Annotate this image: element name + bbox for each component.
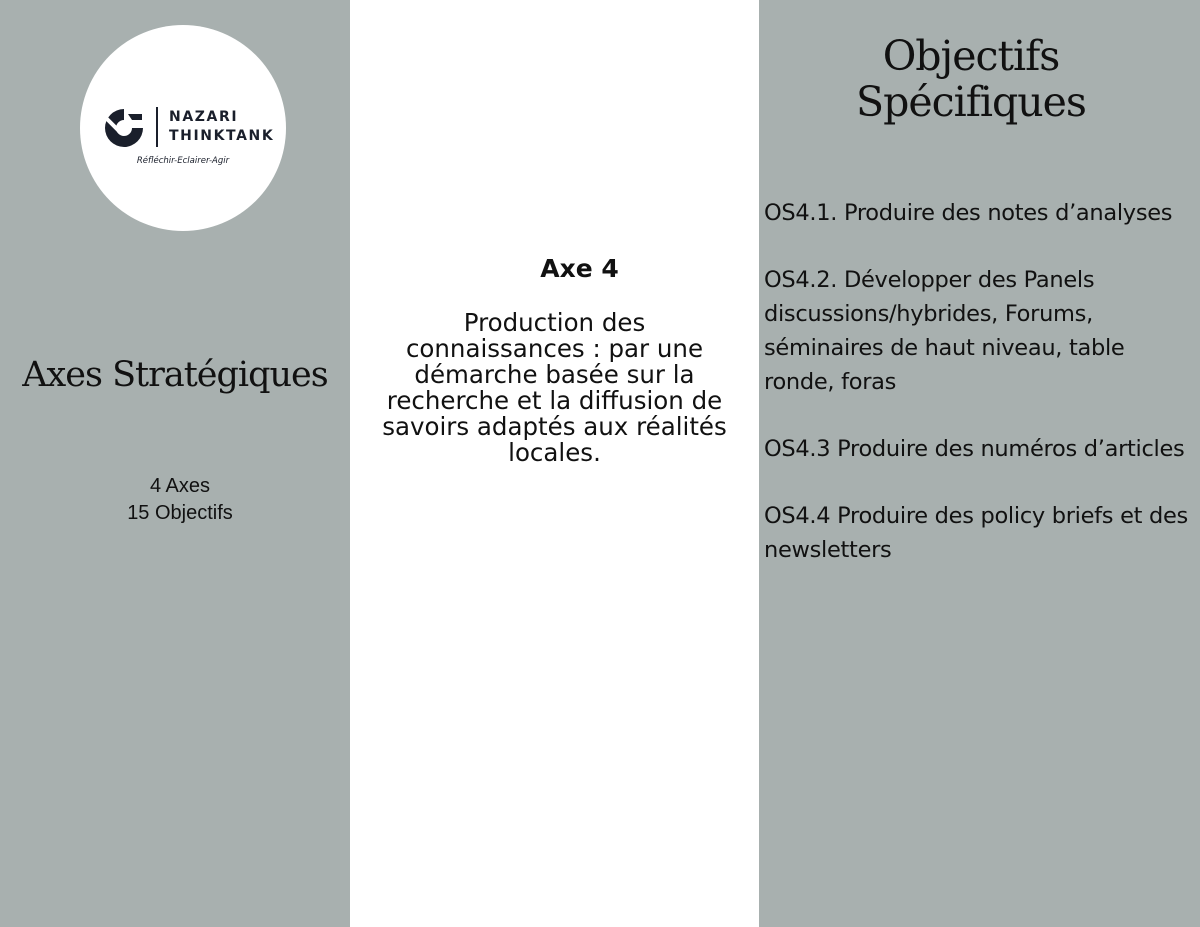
- objective-item: OS4.2. Développer des Panels discussions/hybrides, Forums, séminaires de haut niveau, table ronde, foras: [764, 267, 1125, 395]
- axes-stats: [0, 473, 360, 527]
- objectives-title: [759, 33, 1183, 125]
- axis-description: Production des connaissances : par une démarche basée sur la recherche et la diffusion de savoirs adaptés aux réalités locales.: [382, 308, 727, 467]
- axis-heading: Axe 4: [540, 254, 619, 283]
- logo-divider: [156, 107, 158, 147]
- right-panel: [759, 0, 1200, 927]
- logo-badge: [80, 25, 286, 231]
- axes-title: Axes Stratégiques: [22, 355, 328, 395]
- logo-name-line1: NAZARI: [169, 109, 239, 125]
- nazari-logo-icon: [102, 106, 146, 150]
- objectives-title-line1: Objectifs: [882, 32, 1060, 80]
- objectives-count: 15 Objectifs: [127, 502, 233, 524]
- middle-panel: [350, 0, 759, 927]
- objective-item: OS4.3 Produire des numéros d’articles: [764, 436, 1185, 462]
- logo-wordmark: [169, 108, 274, 146]
- left-panel: [0, 0, 350, 927]
- axes-count: 4 Axes: [149, 475, 211, 497]
- logo-name-line2: THINKTANK: [169, 128, 275, 144]
- objective-item: OS4.4 Produire des policy briefs et des newsletters: [764, 503, 1188, 563]
- objectives-list: [764, 196, 1196, 600]
- logo-tagline: Réfléchir-Eclairer-Agir: [136, 156, 230, 166]
- objectives-title-line2: Spécifiques: [856, 78, 1086, 126]
- objective-item: OS4.1. Produire des notes d’analyses: [764, 200, 1173, 226]
